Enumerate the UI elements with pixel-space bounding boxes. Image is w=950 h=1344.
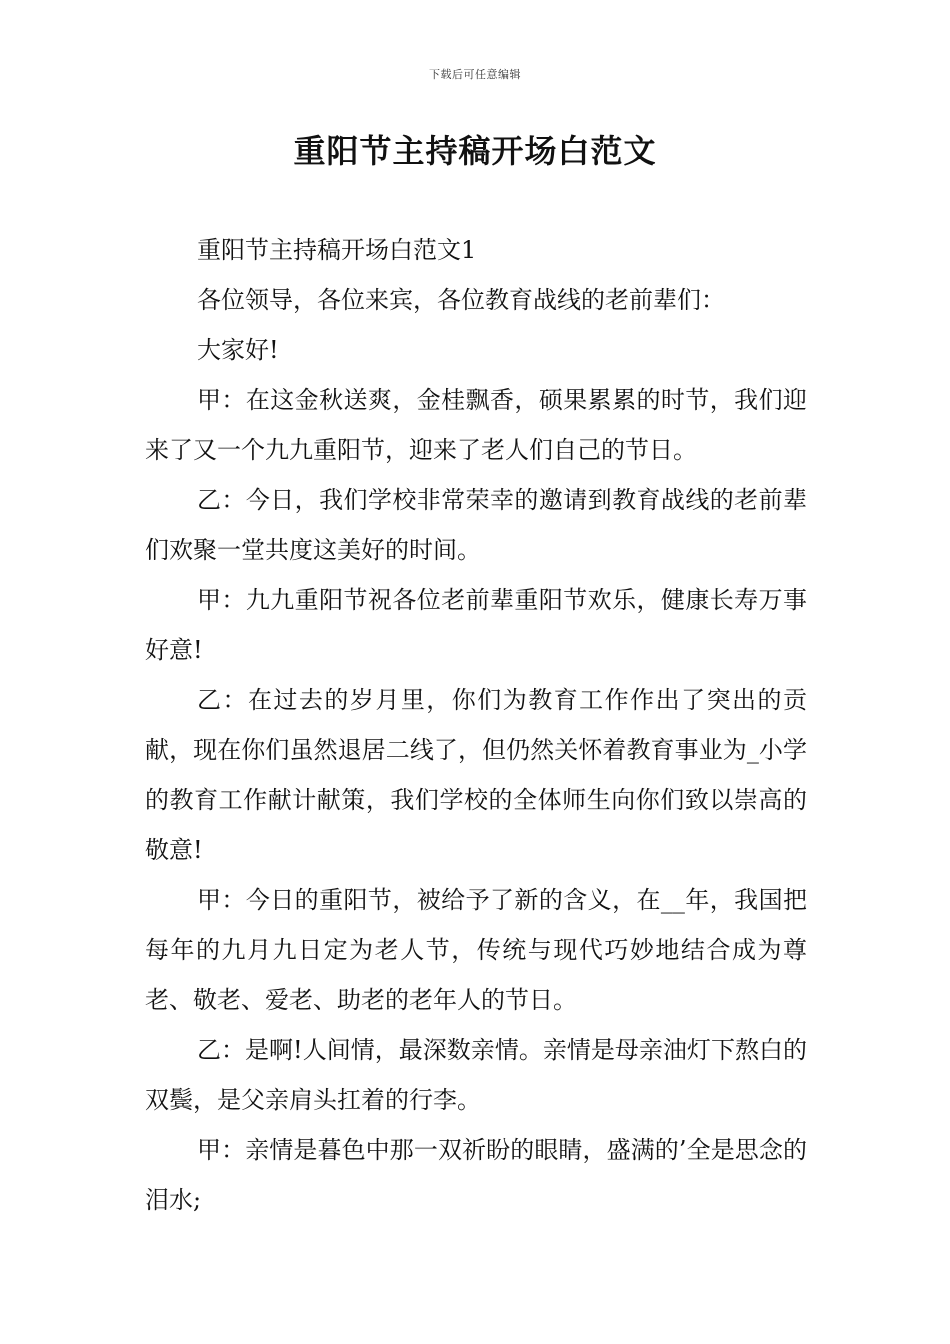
- paragraph-host-b-3: 乙：是啊!人间情，最深数亲情。亲情是母亲油灯下熬白的双鬓，是父亲肩头扛着的行李。: [145, 1036, 807, 1114]
- paragraph-host-a-2: 甲：九九重阳节祝各位老前辈重阳节欢乐，健康长寿万事好意!: [145, 586, 807, 664]
- paragraph-subtitle: 重阳节主持稿开场白范文1: [197, 236, 477, 264]
- paragraph-host-b-2: 乙：在过去的岁月里，你们为教育工作作出了突出的贡献，现在你们虽然退居二线了，但仍然关怀着教育事业为_小学的教育工作献计献策，我们学校的全体师生向你们致以崇高的敬意!: [145, 686, 807, 864]
- paragraph-host-a-1: 甲：在这金秋送爽，金桂飘香，硕果累累的时节，我们迎来了又一个九九重阳节，迎来了老人们自己的节日。: [145, 386, 807, 464]
- paragraph-greeting-audience: 各位领导，各位来宾，各位教育战线的老前辈们：: [197, 286, 725, 314]
- header-watermark: 下载后可任意编辑: [429, 68, 521, 81]
- paragraph-greeting: 大家好!: [197, 336, 279, 364]
- document-title: 重阳节主持稿开场白范文: [293, 132, 657, 170]
- paragraph-host-a-3: 甲：今日的重阳节，被给予了新的含义，在__年，我国把每年的九月九日定为老人节，传统与现代巧妙地结合成为尊老、敬老、爱老、助老的老年人的节日。: [145, 886, 807, 1014]
- paragraph-host-a-4: 甲：亲情是暮色中那一双祈盼的眼睛，盛满的’全是思念的泪水;: [145, 1136, 807, 1214]
- paragraph-host-b-1: 乙：今日，我们学校非常荣幸的邀请到教育战线的老前辈们欢聚一堂共度这美好的时间。: [145, 486, 807, 564]
- document-body: [145, 225, 807, 1225]
